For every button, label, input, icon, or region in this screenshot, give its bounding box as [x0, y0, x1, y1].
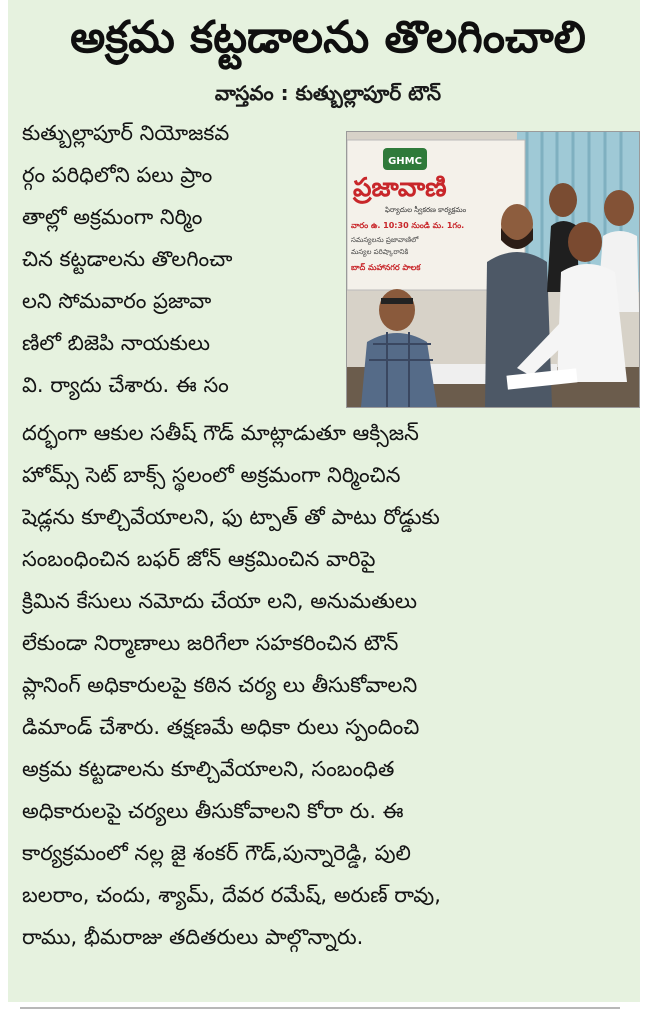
body-line: అక్రమ కట్టడాలను కూల్చివేయాలని, సంబంధిత — [22, 757, 395, 781]
body-line: డిమాండ్ చేశారు. తక్షణమే అధికా రులు స్పందించి — [22, 715, 420, 739]
body-line: షెడ్లను కూల్చివేయాలని, ఫు ట్పాత్ తో పాటు రోడ్డుకు — [22, 505, 440, 529]
body-line: వి. ర్యాదు చేశారు. ఈ సం — [22, 373, 229, 397]
byline: వాస్తవం : కుత్బుల్లాపూర్ టౌన్ — [214, 81, 442, 105]
body-line: బలరాం, చందు, శ్యామ్, దేవర రమేష్, అరుణ్ రావు, — [22, 883, 441, 907]
body-line: క్రిమిన కేసులు నమోదు చేయా లని, అనుమతులు — [22, 589, 418, 613]
banner-title: ప్రజావాణి — [353, 173, 447, 203]
banner-subtitle: ఫిర్యాదుల స్వీకరణ కార్యక్రమం — [385, 206, 467, 214]
body-line: అధికారులపై చర్యలు తీసుకోవాలని కోరా రు. ఈ — [22, 799, 404, 823]
body-line: చిన కట్టడాలను తొలగించా — [22, 247, 233, 271]
body-line: లని సోమవారం ప్రజావా — [22, 289, 212, 313]
ghmc-text: GHMC — [388, 156, 422, 167]
body-line: ణిలో బిజెపి నాయకులు — [22, 331, 210, 355]
body-line: సంబంధించిన బఫర్ జోన్ ఆక్రమించిన వారిపై — [22, 547, 376, 571]
body-line: కార్యక్రమంలో నల్ల జై శంకర్ గౌడ్,పున్నారెడ్డి, పులి — [22, 841, 411, 865]
bottom-rule — [20, 1007, 620, 1009]
headline: అక్రమ కట్టడాలను తొలగించాలి — [70, 12, 586, 63]
body-line: ప్లానింగ్ అధికారులపై కఠిన చర్య లు తీసుకోవాలని — [22, 673, 418, 697]
banner-line: బాద్ మహానగర పాలక — [351, 263, 421, 272]
body-line: హోమ్స్ సెట్ బాక్స్ స్థలంలో అక్రమంగా నిర్మించిన — [22, 463, 401, 487]
body-line: దర్భంగా ఆకుల సతీష్ గౌడ్ మాట్లాడుతూ ఆక్సిజన్ — [22, 421, 419, 445]
news-photo — [346, 131, 640, 408]
banner-line: సమస్యలను ప్రజావాణిలో — [351, 236, 419, 244]
body-line: తాల్లో అక్రమంగా నిర్మిం — [22, 205, 203, 229]
banner-line: మస్యల పరిష్కారానికి — [351, 248, 409, 256]
body-line: రాము, భీమరాజు తదితరులు పాల్గొన్నారు. — [22, 925, 364, 949]
body-line: లేకుండా నిర్మాణాలు జరిగేలా సహకరించిన టౌన్ — [22, 631, 399, 655]
body-line: కుత్బుల్లాపూర్ నియోజకవ — [22, 121, 230, 145]
banner-line: వారం ఉ. 10:30 నుండి మ. 1గం. — [351, 221, 465, 230]
body-line: ర్గం పరిధిలోని పలు ప్రాం — [22, 163, 213, 187]
